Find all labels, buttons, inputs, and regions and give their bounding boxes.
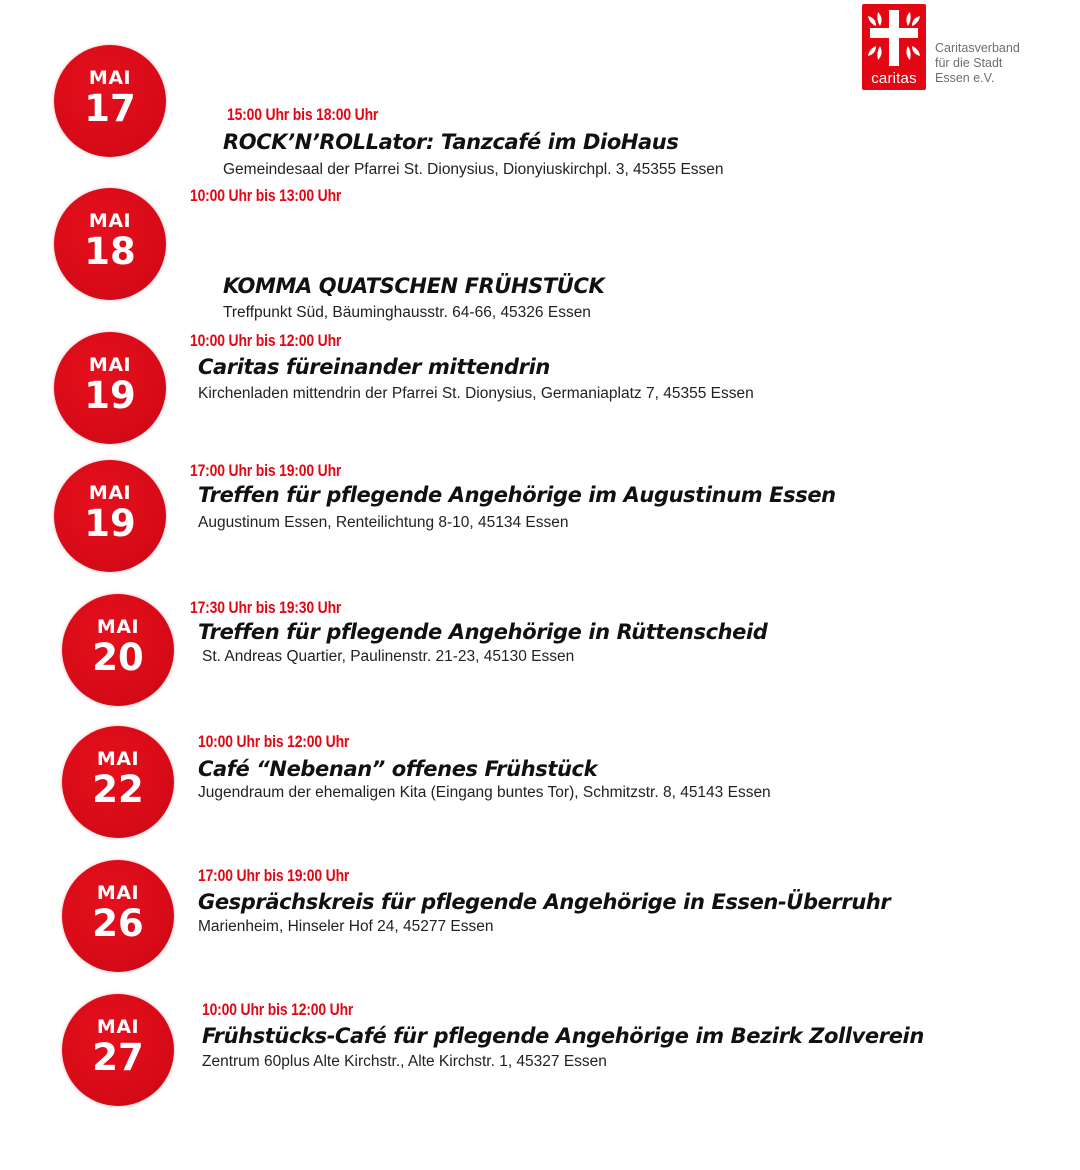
date-badge xyxy=(62,994,174,1106)
date-month: MAI xyxy=(96,616,140,638)
event-time: 10:00 Uhr bis 13:00 Uhr xyxy=(190,186,342,205)
event-title: Gesprächskreis für pflegende Angehörige in Essen-Überruhr xyxy=(198,890,891,914)
date-badge xyxy=(62,594,174,706)
event-time: 10:00 Uhr bis 12:00 Uhr xyxy=(190,331,342,350)
date-badge xyxy=(54,45,166,157)
event-title: Treffen für pflegende Angehörige in Rüttenscheid xyxy=(198,620,768,644)
date-badge xyxy=(54,332,166,444)
event-time: 10:00 Uhr bis 12:00 Uhr xyxy=(202,1000,354,1019)
date-day: 18 xyxy=(84,230,136,273)
caritas-logo xyxy=(862,4,1042,90)
event-address: Treffpunkt Süd, Bäuminghausstr. 64-66, 45326 Essen xyxy=(223,304,591,321)
date-day: 27 xyxy=(92,1036,144,1079)
date-day: 20 xyxy=(92,636,144,679)
logo-wordmark: caritas xyxy=(871,70,917,87)
date-month: MAI xyxy=(96,748,140,770)
event-time: 17:00 Uhr bis 19:00 Uhr xyxy=(198,866,350,885)
event-time: 17:30 Uhr bis 19:30 Uhr xyxy=(190,598,342,617)
org-line-2: für die Stadt xyxy=(935,56,1003,70)
date-day: 22 xyxy=(92,768,144,811)
date-day: 19 xyxy=(84,502,136,545)
caritas-cross-icon xyxy=(862,4,926,90)
date-day: 26 xyxy=(92,902,144,945)
event-address: Augustinum Essen, Renteilichtung 8-10, 45134 Essen xyxy=(198,514,569,531)
org-line-3: Essen e.V. xyxy=(935,71,995,85)
date-month: MAI xyxy=(88,354,132,376)
date-badge xyxy=(62,726,174,838)
event-address: St. Andreas Quartier, Paulinenstr. 21-23, 45130 Essen xyxy=(202,648,575,665)
date-month: MAI xyxy=(96,882,140,904)
event-address: Kirchenladen mittendrin der Pfarrei St. Dionysius, Germaniaplatz 7, 45355 Essen xyxy=(198,385,754,402)
event-address: Zentrum 60plus Alte Kirchstr., Alte Kirchstr. 1, 45327 Essen xyxy=(202,1053,607,1070)
event-address: Gemeindesaal der Pfarrei St. Dionysius, Dionyiuskirchpl. 3, 45355 Essen xyxy=(223,161,724,178)
date-badge xyxy=(54,460,166,572)
organization-name xyxy=(935,41,1055,86)
date-month: MAI xyxy=(88,67,132,89)
date-badge xyxy=(62,860,174,972)
event-title: KOMMA QUATSCHEN FRÜHSTÜCK xyxy=(223,274,605,298)
date-day: 19 xyxy=(84,374,136,417)
date-month: MAI xyxy=(88,210,132,232)
event-time: 17:00 Uhr bis 19:00 Uhr xyxy=(190,461,342,480)
event-time: 10:00 Uhr bis 12:00 Uhr xyxy=(198,732,350,751)
event-address: Marienheim, Hinseler Hof 24, 45277 Essen xyxy=(198,918,494,935)
date-month: MAI xyxy=(88,482,132,504)
org-line-1: Caritasverband xyxy=(935,41,1020,55)
date-month: MAI xyxy=(96,1016,140,1038)
event-time: 15:00 Uhr bis 18:00 Uhr xyxy=(227,105,379,124)
event-title: Café “Nebenan” offenes Frühstück xyxy=(198,757,598,781)
date-badge xyxy=(54,188,166,300)
event-title: Treffen für pflegende Angehörige im Augustinum Essen xyxy=(198,483,836,507)
event-title: Frühstücks-Café für pflegende Angehörige im Bezirk Zollverein xyxy=(202,1024,924,1048)
event-address: Jugendraum der ehemaligen Kita (Eingang buntes Tor), Schmitzstr. 8, 45143 Essen xyxy=(198,784,771,801)
event-title: ROCK’N’ROLLator: Tanzcafé im DioHaus xyxy=(223,130,679,154)
date-day: 17 xyxy=(84,87,136,130)
event-title: Caritas füreinander mittendrin xyxy=(198,355,550,379)
